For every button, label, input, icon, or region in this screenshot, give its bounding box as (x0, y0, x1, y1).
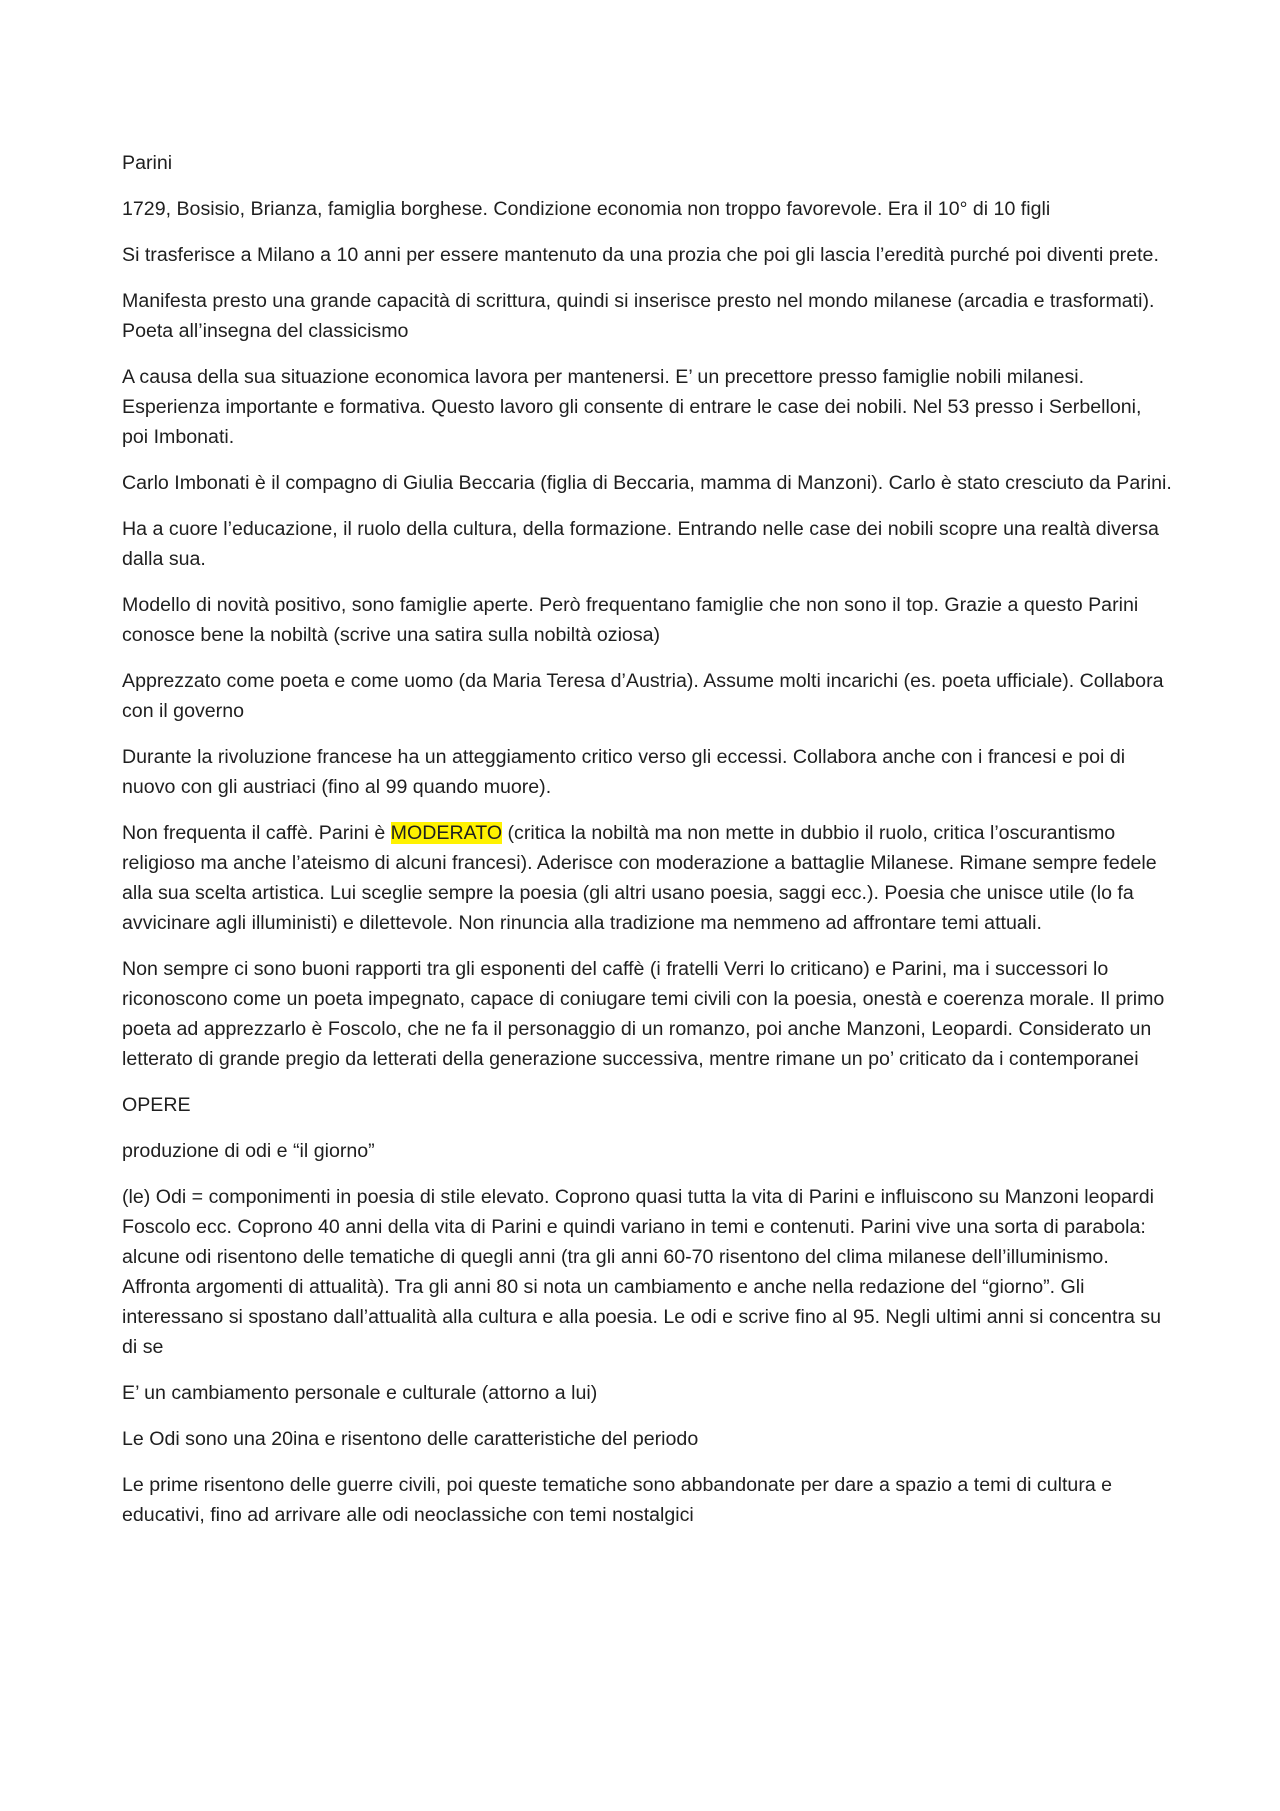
paragraph-odi: (le) Odi = componimenti in poesia di stile elevato. Coprono quasi tutta la vita di Parini e influiscono su Manzoni leopardi Foscolo ecc. Coprono 40 anni della vita di Parini e quindi variano in temi e contenuti. Parini vive una sorta di parabola: alcune odi risentono delle tematiche di quegli anni (tra gli anni 60-70 risentono del clima milanese dell’illuminismo. Affronta argomenti di attualità). Tra gli anni 80 si nota un cambiamento e anche nella redazione del “giorno”. Gli interessano si spostano dall’attualità alla cultura e alla poesia. Le odi e scrive fino al 95. Negli ultimi anni si concentra su di se (122, 1186, 1162, 1358)
paragraph-rapporti: Non sempre ci sono buoni rapporti tra gli esponenti del caffè (i fratelli Verri lo criticano) e Parini, ma i successori lo riconoscono come un poeta impegnato, capace di coniugare temi civili con la poesia, onestà e coerenza morale. Il primo poeta ad apprezzarlo è Foscolo, che ne fa il personaggio di un romanzo, poi anche Manzoni, Leopardi. Considerato un letterato di grande pregio da letterati della generazione successiva, mentre rimane un po’ criticato da i contemporanei (122, 958, 1165, 1070)
document-title: Parini (122, 152, 173, 174)
moderato-highlight: MODERATO (390, 822, 503, 844)
paragraph-apprezzato: Apprezzato come poeta e come uomo (da Maria Teresa d’Austria). Assume molti incarichi (es. poeta ufficiale). Collabora con il governo (122, 670, 1164, 722)
paragraph-imbonati: Carlo Imbonati è il compagno di Giulia Beccaria (figlia di Beccaria, mamma di Manzoni). Carlo è stato cresciuto da Parini. (122, 472, 1172, 494)
moderato-text-before: Non frequenta il caffè. Parini è (122, 822, 391, 844)
paragraph-modello: Modello di novità positivo, sono famiglie aperte. Però frequentano famiglie che non sono il top. Grazie a questo Parini conosce bene la nobiltà (scrive una satira sulla nobiltà oziosa) (122, 594, 1139, 646)
paragraph-cambiamento: E’ un cambiamento personale e culturale (attorno a lui) (122, 1382, 598, 1404)
paragraph-educazione: Ha a cuore l’educazione, il ruolo della cultura, della formazione. Entrando nelle case dei nobili scopre una realtà diversa dalla sua. (122, 518, 1159, 570)
paragraph-precettore: A causa della sua situazione economica lavora per mantenersi. E’ un precettore presso famiglie nobili milanesi. Esperienza importante e formativa. Questo lavoro gli consente di entrare le case dei nobili. Nel 53 presso i Serbelloni, poi Imbonati. (122, 366, 1142, 448)
moderato-text-after: (critica la nobiltà ma non mette in dubbio il ruolo, critica l’oscurantismo religioso ma anche l’ateismo di alcuni francesi). Aderisce con moderazione a battaglie Milanese. Rimane sempre fedele alla sua scelta artistica. Lui sceglie sempre la poesia (gli altri usano poesia, saggi ecc.). Poesia che unisce utile (lo fa avvicinare agli illuministi) e dilettevole. Non rinuncia alla tradizione ma nemmeno ad affrontare temi attuali. (122, 822, 1157, 934)
paragraph-ventina: Le Odi sono una 20ina e risentono delle caratteristiche del periodo (122, 1428, 699, 1450)
paragraph-rivoluzione: Durante la rivoluzione francese ha un atteggiamento critico verso gli eccessi. Collabora anche con i francesi e poi di nuovo con gli austriaci (fino al 99 quando muore). (122, 746, 1126, 798)
paragraph-produzione: produzione di odi e “il giorno” (122, 1140, 375, 1162)
paragraph-milano: Si trasferisce a Milano a 10 anni per essere mantenuto da una prozia che poi gli lascia l’eredità purché poi diventi prete. (122, 244, 1159, 266)
paragraph-scrittura: Manifesta presto una grande capacità di scrittura, quindi si inserisce presto nel mondo milanese (arcadia e trasformati). Poeta all’insegna del classicismo (122, 290, 1155, 342)
section-heading-opere: OPERE (122, 1094, 191, 1116)
paragraph-moderato (122, 818, 1172, 938)
document-page (122, 148, 1172, 1546)
paragraph-prime-odi: Le prime risentono delle guerre civili, poi queste tematiche sono abbandonate per dare a spazio a temi di cultura e educativi, fino ad arrivare alle odi neoclassiche con temi nostalgici (122, 1474, 1113, 1526)
paragraph-birth: 1729, Bosisio, Brianza, famiglia borghese. Condizione economia non troppo favorevole. Era il 10° di 10 figli (122, 198, 1051, 220)
